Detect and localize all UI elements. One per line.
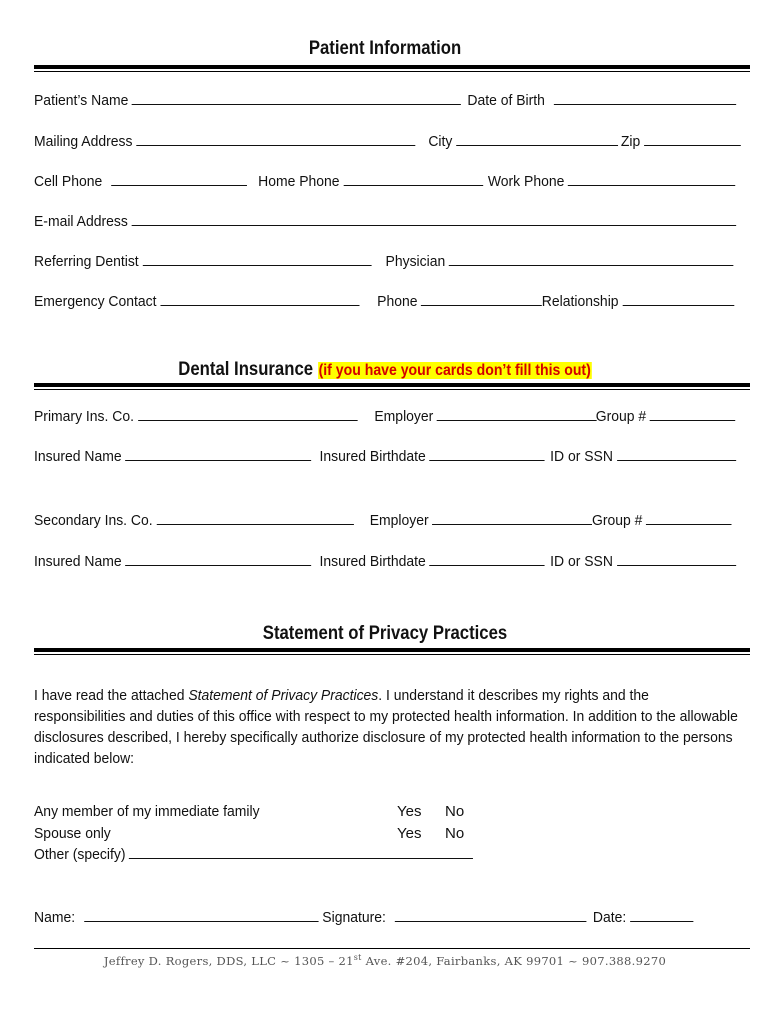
emergency-phone-label: Phone <box>377 293 418 310</box>
secondary-group-blank[interactable] <box>646 509 732 525</box>
patient-info-rule <box>34 65 750 69</box>
cell-phone-blank[interactable] <box>112 170 248 186</box>
primary-employer-field[interactable] <box>374 405 597 428</box>
primary-id-ssn-blank[interactable] <box>617 445 736 461</box>
privacy-title: Statement of Privacy Practices <box>262 623 508 644</box>
zip-label: Zip <box>620 133 641 150</box>
emergency-contact-label: Emergency Contact <box>34 293 157 310</box>
mailing-address-label: Mailing Address <box>34 133 133 150</box>
emergency-phone-field[interactable] <box>377 290 542 313</box>
home-phone-field[interactable] <box>258 170 483 193</box>
patient-name-field[interactable] <box>34 89 461 112</box>
secondary-insured-name-blank[interactable] <box>125 550 311 566</box>
privacy-text-2: . I understand it describes my rights and the responsibilities and duties of this office with respect to my protected health information. In addition to the allowable disclosures described, I hereby specifically authorize disclosure of my protected health information to the persons indicated below: <box>34 687 738 767</box>
dental-insurance-rule-thin <box>34 389 750 390</box>
footer-text-1: Jeffrey D. Rogers, DDS, LLC ~ 1305 – 21 <box>103 953 354 968</box>
primary-insured-name-blank[interactable] <box>125 445 311 461</box>
referring-dentist-label: Referring Dentist <box>34 253 139 270</box>
primary-insured-name-label: Insured Name <box>34 448 122 465</box>
primary-employer-label: Employer <box>374 408 434 425</box>
emergency-contact-blank[interactable] <box>160 290 359 306</box>
primary-id-ssn-field[interactable] <box>550 445 736 468</box>
secondary-insured-name-label: Insured Name <box>34 553 122 570</box>
primary-insured-name-field[interactable] <box>34 445 311 468</box>
home-phone-blank[interactable] <box>343 170 483 186</box>
referring-dentist-field[interactable] <box>34 250 371 273</box>
other-specify-label: Other (specify) <box>34 846 126 863</box>
secondary-ins-label: Secondary Ins. Co. <box>34 512 153 529</box>
work-phone-label: Work Phone <box>487 173 565 190</box>
physician-label: Physician <box>385 253 446 270</box>
cell-phone-label: Cell Phone <box>34 173 103 190</box>
secondary-insured-birthdate-field[interactable] <box>320 550 545 573</box>
city-field[interactable] <box>428 130 618 153</box>
footer-rule <box>34 948 750 949</box>
dob-blank[interactable] <box>554 89 736 105</box>
patient-info-title: Patient Information <box>308 38 462 59</box>
row-other-specify <box>34 843 700 865</box>
privacy-text-1: I have read the attached <box>34 687 189 704</box>
signature-label: Signature: <box>322 909 386 926</box>
secondary-insured-birthdate-blank[interactable] <box>429 550 544 566</box>
secondary-employer-blank[interactable] <box>432 509 592 525</box>
primary-group-label: Group # <box>595 408 647 425</box>
primary-insured-birthdate-blank[interactable] <box>429 445 544 461</box>
sign-name-label: Name: <box>34 909 76 926</box>
primary-id-ssn-label: ID or SSN <box>550 448 613 465</box>
physician-blank[interactable] <box>449 250 734 266</box>
secondary-id-ssn-blank[interactable] <box>617 550 736 566</box>
email-field[interactable] <box>34 210 736 233</box>
city-blank[interactable] <box>456 130 618 146</box>
row-secondary-ins <box>34 509 700 531</box>
mailing-address-blank[interactable] <box>136 130 415 146</box>
insurance-cards-note: (if you have your cards don’t fill this out) <box>318 362 591 379</box>
secondary-insured-birthdate-label: Insured Birthdate <box>319 553 426 570</box>
secondary-ins-field[interactable] <box>34 509 354 532</box>
secondary-group-label: Group # <box>592 512 643 529</box>
sign-name-blank[interactable] <box>84 906 318 922</box>
dob-label: Date of Birth <box>467 92 545 109</box>
sign-name-field[interactable] <box>34 906 319 929</box>
cell-phone-field[interactable] <box>34 170 247 193</box>
privacy-paragraph <box>34 685 741 769</box>
patient-info-rule-thin <box>34 71 750 72</box>
row-primary-insured <box>34 445 700 467</box>
patient-name-blank[interactable] <box>132 89 461 105</box>
primary-insured-birthdate-label: Insured Birthdate <box>319 448 426 465</box>
primary-employer-blank[interactable] <box>437 405 597 421</box>
row-primary-ins <box>34 405 700 427</box>
footer-address <box>0 953 770 968</box>
primary-ins-field[interactable] <box>34 405 357 428</box>
sign-date-field[interactable] <box>593 906 693 929</box>
relationship-blank[interactable] <box>622 290 734 306</box>
patient-name-label: Patient’s Name <box>34 92 129 109</box>
primary-ins-label: Primary Ins. Co. <box>34 408 135 425</box>
row-emergency <box>34 290 700 312</box>
home-phone-label: Home Phone <box>258 173 340 190</box>
emergency-phone-blank[interactable] <box>421 290 542 306</box>
row-phones <box>34 170 700 192</box>
signature-field[interactable] <box>322 906 586 929</box>
option-spouse-no[interactable]: No <box>445 825 465 842</box>
dental-insurance-title <box>46 359 724 381</box>
relationship-label: Relationship <box>541 293 619 310</box>
zip-blank[interactable] <box>644 130 741 146</box>
option-family-label: Any member of my immediate family <box>34 803 260 820</box>
option-spouse-label: Spouse only <box>34 825 111 842</box>
dental-insurance-title-text: Dental Insurance <box>178 359 314 380</box>
row-name-dob <box>34 89 700 111</box>
dental-insurance-rule <box>34 383 750 387</box>
physician-field[interactable] <box>386 250 734 273</box>
email-label: E-mail Address <box>34 213 128 230</box>
option-spouse-yes[interactable]: Yes <box>397 825 422 842</box>
primary-ins-blank[interactable] <box>138 405 357 421</box>
secondary-id-ssn-field[interactable] <box>550 550 736 573</box>
mailing-address-field[interactable] <box>34 130 415 153</box>
secondary-employer-field[interactable] <box>370 509 593 532</box>
footer-sup: st <box>353 953 362 962</box>
row-secondary-insured <box>34 550 700 572</box>
secondary-employer-label: Employer <box>369 512 429 529</box>
referring-dentist-blank[interactable] <box>142 250 371 266</box>
privacy-text-italic: Statement of Privacy Practices <box>188 687 379 704</box>
sign-date-blank[interactable] <box>630 906 693 922</box>
row-email <box>34 210 700 232</box>
option-family-no[interactable]: No <box>445 803 465 820</box>
secondary-group-field[interactable] <box>592 509 732 532</box>
work-phone-blank[interactable] <box>568 170 735 186</box>
option-family-yes[interactable]: Yes <box>397 803 422 820</box>
emergency-contact-field[interactable] <box>34 290 359 313</box>
privacy-rule-thin <box>34 654 750 655</box>
zip-field[interactable] <box>621 130 741 153</box>
work-phone-field[interactable] <box>488 170 736 193</box>
sign-date-label: Date: <box>592 909 627 926</box>
email-blank[interactable] <box>132 210 737 226</box>
row-dentist-physician <box>34 250 700 272</box>
row-address <box>34 130 700 152</box>
signature-blank[interactable] <box>395 906 587 922</box>
row-signature <box>34 906 700 928</box>
primary-group-blank[interactable] <box>650 405 736 421</box>
secondary-insured-name-field[interactable] <box>34 550 311 573</box>
other-specify-blank[interactable] <box>129 843 473 859</box>
other-specify-field[interactable] <box>34 843 473 866</box>
privacy-rule <box>34 648 750 652</box>
dob-field[interactable] <box>467 89 736 112</box>
relationship-field[interactable] <box>542 290 734 313</box>
primary-insured-birthdate-field[interactable] <box>320 445 545 468</box>
city-label: City <box>428 133 453 150</box>
secondary-ins-blank[interactable] <box>156 509 353 525</box>
footer-text-2: Ave. #204, Fairbanks, AK 99701 ~ 907.388.9270 <box>361 953 667 968</box>
secondary-id-ssn-label: ID or SSN <box>550 553 613 570</box>
primary-group-field[interactable] <box>596 405 736 428</box>
